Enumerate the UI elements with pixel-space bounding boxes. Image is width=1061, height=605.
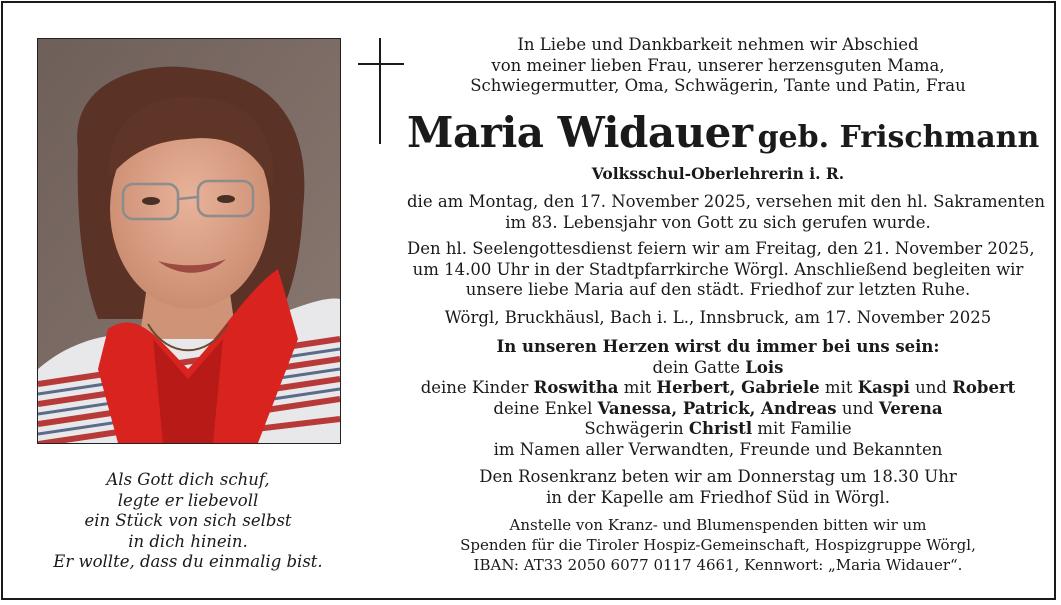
child-name: Herbert, Gabriele <box>656 378 820 397</box>
conjunction: mit <box>824 378 853 397</box>
place-date <box>407 308 1029 329</box>
husband-name: Lois <box>745 357 784 377</box>
mourner-husband <box>407 358 1029 379</box>
intro-line: In Liebe und Dankbarkeit nehmen wir Abschied <box>517 35 919 54</box>
conjunction: und <box>841 398 874 418</box>
mourners <box>407 337 1029 460</box>
conjunction: und <box>915 378 947 397</box>
sister-name: Christl <box>688 419 753 438</box>
profession-title <box>407 164 1029 185</box>
mass-line: unsere liebe Maria auf den städt. Friedhof zur letzten Ruhe. <box>465 280 971 299</box>
donation-line: IBAN: AT33 2050 6077 0117 4661, Kennwort: „Maria Widauer“. <box>473 556 963 574</box>
mass-text <box>407 239 1035 301</box>
label: mit Familie <box>757 419 852 438</box>
rosary-text <box>407 467 1029 508</box>
label: dein Gatte <box>652 357 741 377</box>
mourner-others: im Namen aller Verwandten, Freunde und Bekannten <box>493 439 943 459</box>
title-text: Volksschul-Oberlehrerin i. R. <box>591 164 845 183</box>
death-line: die am Montag, den 17. November 2025, versehen mit den hl. Sakramenten <box>407 192 1046 211</box>
child-name: Robert <box>952 378 1016 397</box>
label: deine Enkel <box>493 398 593 418</box>
deceased-name <box>407 108 1040 157</box>
mass-line: Den hl. Seelengottesdienst feiern wir am Freitag, den 21. November 2025, <box>407 239 1035 258</box>
mass-line: um 14.00 Uhr in der Stadtpfarrkirche Wörgl. Anschließend begleiten wir <box>412 259 1024 279</box>
place-date-text: Wörgl, Bruckhäusl, Bach i. L., Innsbruck, am 17. November 2025 <box>444 308 992 327</box>
conjunction: mit <box>623 378 652 397</box>
donation-line: Anstelle von Kranz- und Blumenspenden bitten wir um <box>509 516 927 534</box>
name-birth: geb. Frischmann <box>757 120 1040 155</box>
rosary-line: in der Kapelle am Friedhof Süd in Wörgl. <box>546 487 890 507</box>
poem-line: in dich hinein. <box>128 531 248 551</box>
poem-line: Er wollte, dass du einmalig bist. <box>53 552 323 571</box>
poem-line: Als Gott dich schuf, <box>106 470 270 489</box>
rosary-line: Den Rosenkranz beten wir am Donnerstag um 18.30 Uhr <box>479 467 957 486</box>
death-text <box>407 192 1046 233</box>
name-main: Maria Widauer <box>407 108 753 157</box>
mourner-sister-in-law <box>407 419 1029 440</box>
poem-line: ein Stück von sich selbst <box>84 511 292 530</box>
cross-icon <box>358 38 406 144</box>
mourners-heading: In unseren Herzen wirst du immer bei uns sein: <box>496 337 940 356</box>
intro-line: Schwiegermutter, Oma, Schwägerin, Tante und Patin, Frau <box>470 76 966 95</box>
poem <box>38 470 338 573</box>
intro-line: von meiner lieben Frau, unserer herzensguten Mama, <box>491 55 945 75</box>
poem-line: legte er liebevoll <box>117 490 259 510</box>
label: Schwägerin <box>584 419 684 438</box>
death-line: im 83. Lebensjahr von Gott zu sich gerufen wurde. <box>505 212 931 232</box>
grandchildren-names: Vanessa, Patrick, Andreas <box>597 398 837 418</box>
donation-text <box>407 515 1029 575</box>
child-name: Roswitha <box>533 378 619 397</box>
portrait-photo <box>37 38 341 444</box>
intro-text <box>407 35 1029 97</box>
label: deine Kinder <box>420 378 529 397</box>
mourner-children <box>407 378 1029 399</box>
grandchild-name: Verena <box>878 398 943 418</box>
child-name: Kaspi <box>857 378 910 397</box>
donation-line: Spenden für die Tiroler Hospiz-Gemeinschaft, Hospizgruppe Wörgl, <box>460 536 976 554</box>
mourner-grandchildren <box>407 399 1029 420</box>
